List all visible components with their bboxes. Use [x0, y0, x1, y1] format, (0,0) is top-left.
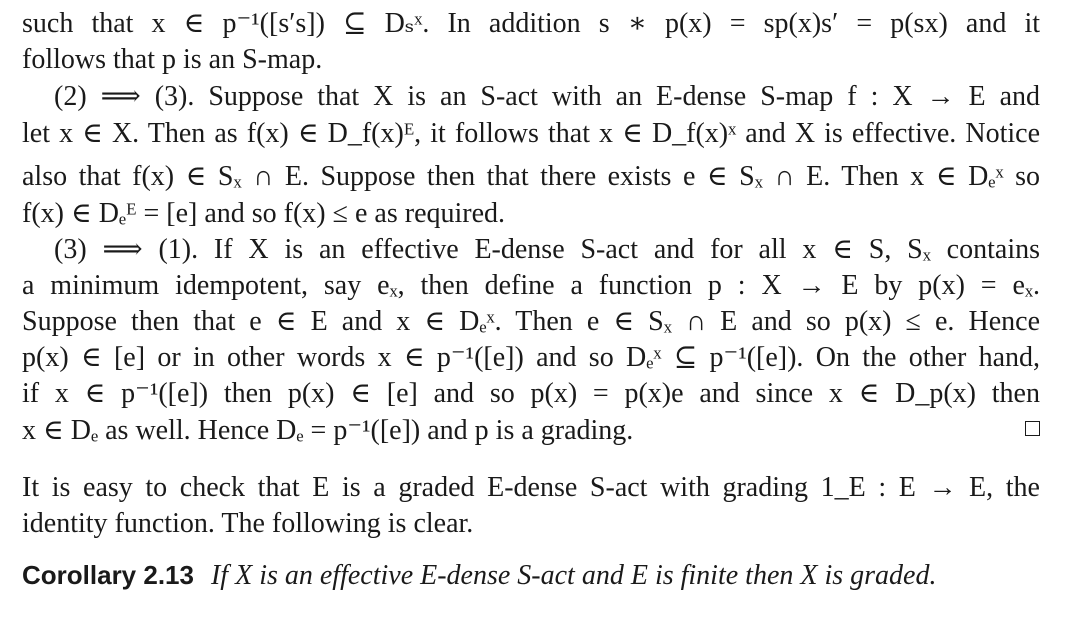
corollary	[22, 557, 1040, 594]
proof-line-12	[22, 413, 1040, 449]
proof-line-5: also that f(x) ∈ Sₓ ∩ E. Suppose then that there exists e ∈ Sₓ ∩ E. Then x ∈ Dₑˣ so	[22, 161, 1040, 192]
proof-line-9: Suppose then that e ∈ E and x ∈ Dₑˣ. Then e ∈ Sₓ ∩ E and so p(x) ≤ e. Hence	[22, 306, 1040, 337]
corollary-label: Corollary 2.13	[22, 560, 194, 590]
easy-line-1: It is easy to check that E is a graded E-dense S-act with grading 1_E : E → E, the	[22, 472, 1040, 503]
corollary-statement: If X is an effective E-dense S-act and E is finite then X is graded.	[210, 560, 937, 591]
proof-line-8: a minimum idempotent, say eₓ, then define a function p : X → E by p(x) = eₓ.	[22, 270, 1040, 301]
qed-square-icon	[1025, 421, 1040, 436]
proof-line-6: f(x) ∈ Dₑᴱ = [e] and so f(x) ≤ e as required.	[22, 198, 506, 229]
proof-line-7: (3) ⟹ (1). If X is an effective E-dense S-act and for all x ∈ S, Sₓ contains	[54, 234, 1040, 265]
proof-line-10: p(x) ∈ [e] or in other words x ∈ p⁻¹([e]) and so Dₑˣ ⊆ p⁻¹([e]). On the other hand,	[22, 342, 1040, 373]
proof-line-2: follows that p is an S-map.	[22, 44, 323, 75]
proof-line-12-text: x ∈ Dₑ as well. Hence Dₑ = p⁻¹([e]) and p is a grading.	[22, 415, 634, 446]
proof-line-1: such that x ∈ p⁻¹([s′s]) ⊆ Dₛˣ. In addition s ∗ p(x) = sp(x)s′ = p(sx) and it	[22, 8, 1040, 39]
proof-line-11: if x ∈ p⁻¹([e]) then p(x) ∈ [e] and so p(x) = p(x)e and since x ∈ D_p(x) then	[22, 378, 1040, 409]
easy-line-2: identity function. The following is clear.	[22, 508, 474, 539]
proof-line-3: (2) ⟹ (3). Suppose that X is an S-act with an E-dense S-map f : X → E and	[54, 81, 1040, 112]
proof-line-4: let x ∈ X. Then as f(x) ∈ D_f(x)ᴱ, it follows that x ∈ D_f(x)ˣ and X is effective. Notice	[22, 118, 1041, 149]
